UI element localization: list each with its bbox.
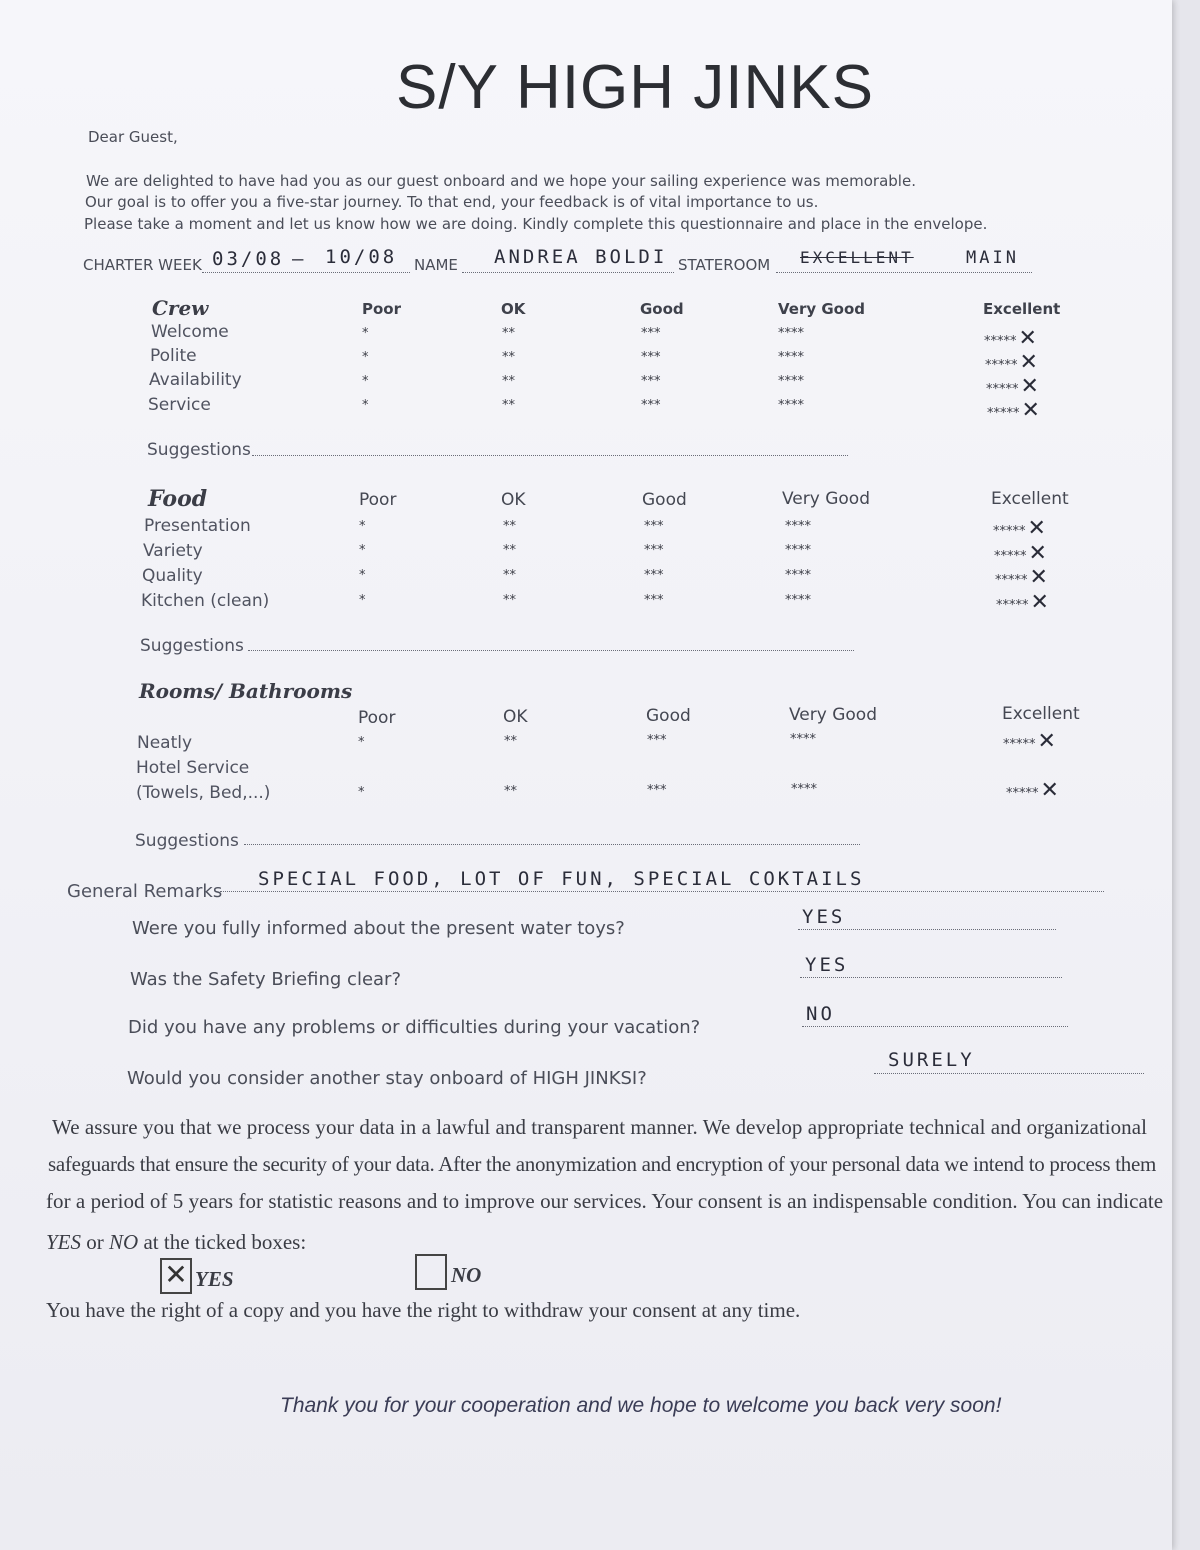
- crew-col-very-good: Very Good: [778, 300, 866, 318]
- crew-col-poor: Poor: [362, 300, 402, 318]
- rating-option-5[interactable]: *****✕: [996, 590, 1049, 615]
- rating-option-2[interactable]: **: [502, 350, 515, 365]
- question-answer: YES: [802, 906, 846, 928]
- food-col-very-good: Very Good: [782, 489, 870, 509]
- charter-week-from: 03/08: [212, 248, 285, 270]
- food-suggestions-field[interactable]: [248, 650, 854, 651]
- rooms-col-good: Good: [646, 706, 691, 726]
- consent-no-checkbox[interactable]: [415, 1254, 447, 1290]
- rating-option-3[interactable]: ***: [641, 374, 661, 389]
- charter-week-to: 10/08: [325, 246, 398, 268]
- rating-option-3[interactable]: ***: [644, 519, 664, 534]
- food-suggestions-label: Suggestions: [140, 636, 244, 656]
- food-row-label: Presentation: [144, 516, 251, 536]
- check-mark-icon: ✕: [1027, 516, 1046, 541]
- rating-option-5[interactable]: *****✕: [1006, 778, 1059, 803]
- crew-col-excellent: Excellent: [983, 300, 1061, 318]
- rating-option-3[interactable]: ***: [641, 326, 661, 341]
- question-answer-field[interactable]: [802, 1026, 1068, 1027]
- name-label: NAME: [414, 256, 458, 274]
- check-mark-icon: ✕: [1028, 541, 1047, 566]
- check-mark-icon: ✕: [1020, 374, 1039, 399]
- crew-row-label: Service: [148, 395, 211, 415]
- check-mark-icon: ✕: [1037, 729, 1056, 754]
- rating-option-3[interactable]: ***: [644, 568, 664, 583]
- crew-row-label: Polite: [150, 346, 197, 366]
- crew-section-title: Crew: [152, 296, 209, 320]
- rating-option-1[interactable]: *: [362, 326, 369, 341]
- rating-option-5[interactable]: *****✕: [985, 350, 1038, 375]
- rating-option-2[interactable]: **: [503, 593, 516, 608]
- question-answer-field[interactable]: [798, 929, 1056, 930]
- rating-option-4[interactable]: ****: [785, 543, 811, 558]
- question-text: Was the Safety Briefing clear?: [130, 969, 402, 990]
- rating-option-4[interactable]: ****: [785, 593, 811, 608]
- rating-option-1[interactable]: *: [359, 543, 366, 558]
- food-row-label: Quality: [142, 566, 203, 586]
- rating-option-1[interactable]: *: [362, 350, 369, 365]
- question-answer: SURELY: [888, 1049, 975, 1071]
- check-mark-icon: ✕: [1030, 590, 1049, 615]
- rating-option-5[interactable]: *****✕: [994, 541, 1047, 566]
- name-value: ANDREA BOLDI: [494, 246, 668, 268]
- rating-option-5[interactable]: *****✕: [987, 398, 1040, 423]
- question-answer-field[interactable]: [874, 1073, 1144, 1074]
- rating-option-2[interactable]: **: [503, 519, 516, 534]
- rating-option-1[interactable]: *: [362, 374, 369, 389]
- rating-option-1[interactable]: *: [359, 593, 366, 608]
- rating-option-2[interactable]: **: [502, 398, 515, 413]
- withdraw-text: You have the right of a copy and you have the right to withdraw your consent at any time.: [46, 1298, 801, 1322]
- name-field[interactable]: [462, 272, 674, 273]
- stateroom-struck-value: EXCELLENT: [800, 248, 914, 267]
- check-mark-icon: ✕: [1040, 778, 1059, 803]
- question-answer-field[interactable]: [800, 977, 1062, 978]
- food-row-label: Variety: [143, 541, 203, 561]
- consent-yes-label: YES: [195, 1267, 234, 1291]
- stateroom-value: MAIN: [966, 248, 1019, 268]
- checkbox-cross-icon: ✕: [164, 1258, 188, 1291]
- rating-option-4[interactable]: ****: [791, 782, 817, 797]
- rating-option-1[interactable]: *: [359, 568, 366, 583]
- rating-option-4[interactable]: ****: [778, 326, 804, 341]
- rating-option-5[interactable]: *****✕: [993, 516, 1046, 541]
- rooms-row-label: Neatly: [137, 733, 193, 753]
- rooms-section-title: Rooms/ Bathrooms: [139, 679, 353, 703]
- food-col-ok: OK: [501, 490, 526, 510]
- food-col-excellent: Excellent: [991, 489, 1069, 509]
- rating-option-2[interactable]: **: [504, 784, 517, 799]
- food-col-good: Good: [642, 490, 687, 510]
- check-mark-icon: ✕: [1018, 326, 1037, 351]
- rating-option-1[interactable]: *: [362, 398, 369, 413]
- charter-week-field[interactable]: [202, 272, 410, 273]
- general-remarks-field[interactable]: [220, 891, 1104, 892]
- rating-option-4[interactable]: ****: [785, 519, 811, 534]
- charter-week-dash: –: [292, 248, 307, 270]
- rating-option-4[interactable]: ****: [785, 568, 811, 583]
- rooms-col-ok: OK: [503, 707, 528, 727]
- rooms-row-label: (Towels, Bed,...): [136, 783, 271, 803]
- check-mark-icon: ✕: [1021, 398, 1040, 423]
- rating-option-2[interactable]: **: [503, 568, 516, 583]
- rating-option-3[interactable]: ***: [641, 398, 661, 413]
- question-answer: YES: [805, 954, 849, 976]
- rating-option-1[interactable]: *: [359, 519, 366, 534]
- general-remarks-label: General Remarks: [67, 881, 223, 902]
- question-text: Were you fully informed about the present water toys?: [132, 918, 625, 939]
- crew-row-label: Availability: [149, 370, 242, 390]
- rating-option-1[interactable]: *: [358, 735, 365, 750]
- food-section-title: Food: [148, 486, 208, 512]
- stateroom-label: STATEROOM: [678, 256, 771, 274]
- crew-suggestions-field[interactable]: [252, 455, 848, 456]
- rating-option-2[interactable]: **: [503, 543, 516, 558]
- intro-line-2: Our goal is to offer you a five-star journey. To that end, your feedback is of vital importance to us.: [85, 193, 819, 211]
- greeting: Dear Guest,: [88, 128, 178, 146]
- rating-option-3[interactable]: ***: [641, 350, 661, 365]
- intro-line-1: We are delighted to have had you as our guest onboard and we hope your sailing experience was memorable.: [86, 172, 916, 190]
- general-remarks-value: SPECIAL FOOD, LOT OF FUN, SPECIAL COKTAILS: [258, 868, 865, 890]
- food-row-label: Kitchen (clean): [141, 591, 270, 611]
- consent-no-label: NO: [451, 1263, 482, 1287]
- crew-row-label: Welcome: [151, 322, 229, 342]
- intro-line-3: Please take a moment and let us know how we are doing. Kindly complete this questionnaire and place in the envelope.: [84, 215, 988, 233]
- rating-option-3[interactable]: ***: [647, 783, 667, 798]
- check-mark-icon: ✕: [1029, 565, 1048, 590]
- charter-week-label: CHARTER WEEK: [83, 256, 202, 274]
- rooms-col-poor: Poor: [358, 708, 396, 728]
- rating-option-3[interactable]: ***: [647, 733, 667, 748]
- rating-option-3[interactable]: ***: [644, 593, 664, 608]
- rooms-row-label: Hotel Service: [136, 758, 250, 778]
- rating-option-5[interactable]: *****✕: [995, 565, 1048, 590]
- rating-option-4[interactable]: ****: [778, 350, 804, 365]
- crew-col-ok: OK: [501, 300, 526, 318]
- rating-option-5[interactable]: *****✕: [1003, 729, 1056, 754]
- rating-option-3[interactable]: ***: [644, 543, 664, 558]
- rating-option-1[interactable]: *: [358, 785, 365, 800]
- rating-option-4[interactable]: ****: [778, 398, 804, 413]
- rooms-suggestions-field[interactable]: [244, 844, 860, 845]
- page-title: S/Y HIGH JINKS: [396, 53, 874, 122]
- rating-option-2[interactable]: **: [504, 734, 517, 749]
- legal-text-line: YES or NO at the ticked boxes:: [46, 1230, 307, 1254]
- rating-option-2[interactable]: **: [502, 326, 515, 341]
- rating-option-5[interactable]: *****✕: [984, 326, 1037, 351]
- consent-yes-checkbox[interactable]: [160, 1258, 192, 1294]
- crew-suggestions-label: Suggestions: [147, 440, 251, 460]
- food-col-poor: Poor: [359, 490, 397, 510]
- rating-option-5[interactable]: *****✕: [986, 374, 1039, 399]
- thank-you-text: Thank you for your cooperation and we hope to welcome you back very soon!: [280, 1394, 1002, 1417]
- rooms-col-excellent: Excellent: [1002, 704, 1080, 724]
- stateroom-field[interactable]: [776, 272, 1032, 273]
- legal-text-line: safeguards that ensure the security of your data. After the anonymization and encryption of your personal data we intend to process them: [48, 1152, 1156, 1176]
- legal-text-line: We assure you that we process your data in a lawful and transparent manner. We develop appropriate technical and organizational: [52, 1115, 1147, 1139]
- rating-option-4[interactable]: ****: [790, 732, 816, 747]
- crew-col-good: Good: [640, 300, 684, 318]
- legal-text-line: for a period of 5 years for statistic reasons and to improve our services. Your consent is an indispensable condition. You can indicate: [46, 1189, 1164, 1213]
- check-mark-icon: ✕: [1019, 350, 1038, 375]
- rooms-suggestions-label: Suggestions: [135, 831, 239, 851]
- question-answer: NO: [806, 1003, 835, 1025]
- rating-option-4[interactable]: ****: [778, 374, 804, 389]
- question-text: Would you consider another stay onboard of HIGH JINKSI?: [127, 1068, 647, 1089]
- question-text: Did you have any problems or difficulties during your vacation?: [128, 1017, 701, 1038]
- rooms-col-very-good: Very Good: [789, 705, 877, 725]
- rating-option-2[interactable]: **: [502, 374, 515, 389]
